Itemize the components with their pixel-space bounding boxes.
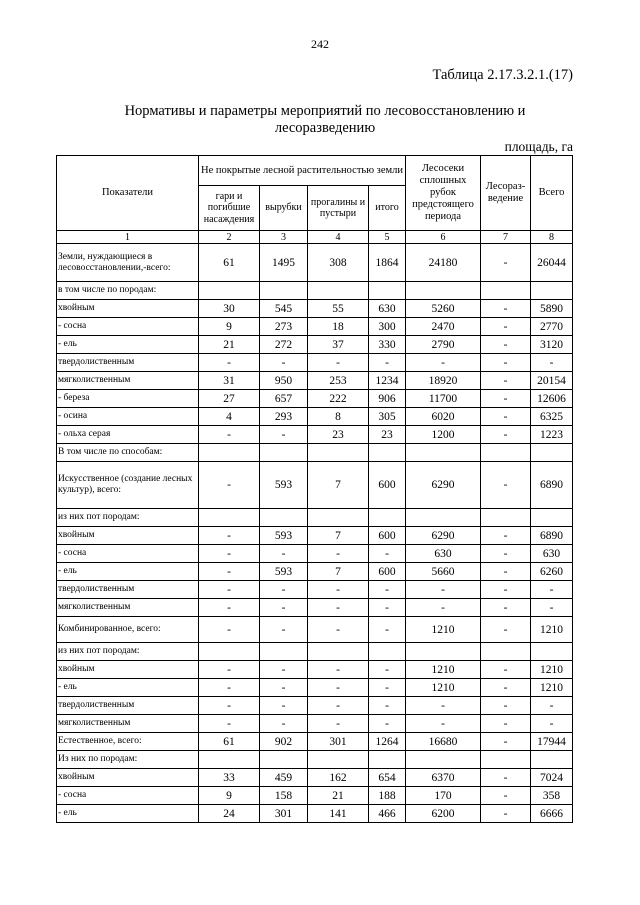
table-row [57, 372, 573, 390]
row-label: - сосна [57, 318, 199, 336]
value-cell: 141 [308, 805, 369, 823]
value-cell: 466 [369, 805, 406, 823]
value-cell: 630 [531, 545, 573, 563]
value-cell: 6325 [531, 408, 573, 426]
value-cell: 600 [369, 527, 406, 545]
table-id: Таблица 2.17.3.2.1.(17) [432, 67, 573, 83]
value-cell: 6290 [406, 527, 481, 545]
value-cell: 902 [260, 733, 308, 751]
value-cell: - [406, 599, 481, 617]
value-cell: 6290 [406, 462, 481, 509]
value-cell: - [308, 599, 369, 617]
row-label: из них пот породам: [57, 509, 199, 527]
table-row [57, 300, 573, 318]
value-cell [406, 444, 481, 462]
header-not-covered-group: Не покрытые лесной растительностью земли [199, 156, 406, 186]
value-cell: 6890 [531, 527, 573, 545]
value-cell: - [531, 354, 573, 372]
column-number-row [57, 231, 573, 244]
value-cell: - [369, 661, 406, 679]
value-cell: - [481, 697, 531, 715]
table-row [57, 244, 573, 282]
value-cell: - [531, 599, 573, 617]
value-cell: 21 [199, 336, 260, 354]
value-cell: 2790 [406, 336, 481, 354]
value-cell: - [369, 545, 406, 563]
value-cell: - [406, 697, 481, 715]
value-cell: 1223 [531, 426, 573, 444]
value-cell: - [369, 599, 406, 617]
row-label: мягколиственным [57, 372, 199, 390]
value-cell: - [308, 545, 369, 563]
value-cell: 26044 [531, 244, 573, 282]
value-cell [260, 509, 308, 527]
value-cell: - [369, 697, 406, 715]
row-label: - ель [57, 805, 199, 823]
value-cell: - [308, 697, 369, 715]
table-row [57, 318, 573, 336]
table-row [57, 563, 573, 581]
header-glades: прогалины и пустыри [308, 186, 369, 231]
value-cell: 906 [369, 390, 406, 408]
value-cell [406, 509, 481, 527]
value-cell: 37 [308, 336, 369, 354]
value-cell: 31 [199, 372, 260, 390]
value-cell [308, 509, 369, 527]
value-cell [369, 751, 406, 769]
value-cell: 7 [308, 563, 369, 581]
value-cell: 23 [369, 426, 406, 444]
header-subtotal: итого [369, 186, 406, 231]
value-cell: 301 [308, 733, 369, 751]
value-cell: 23 [308, 426, 369, 444]
value-cell: 545 [260, 300, 308, 318]
value-cell: 253 [308, 372, 369, 390]
header-total: Всего [531, 156, 573, 231]
header-afforestation: Лесораз-ведение [481, 156, 531, 231]
value-cell: - [199, 563, 260, 581]
row-label: хвойным [57, 661, 199, 679]
header-cutting-areas: Лесосеки сплошных рубок предстоящего периода [406, 156, 481, 231]
table-row [57, 354, 573, 372]
value-cell: 1210 [531, 617, 573, 643]
value-cell: 305 [369, 408, 406, 426]
value-cell: - [481, 581, 531, 599]
value-cell: - [199, 715, 260, 733]
table-row [57, 527, 573, 545]
value-cell [199, 282, 260, 300]
value-cell: - [406, 715, 481, 733]
value-cell: 33 [199, 769, 260, 787]
value-cell: 1234 [369, 372, 406, 390]
column-number-cell: 4 [308, 231, 369, 244]
row-label: В том числе по способам: [57, 444, 199, 462]
value-cell: 30 [199, 300, 260, 318]
value-cell [369, 509, 406, 527]
value-cell: - [481, 715, 531, 733]
value-cell [199, 444, 260, 462]
value-cell [481, 509, 531, 527]
value-cell: - [481, 408, 531, 426]
value-cell: 61 [199, 733, 260, 751]
row-label: твердолиственным [57, 581, 199, 599]
value-cell: - [481, 545, 531, 563]
table-row [57, 787, 573, 805]
value-cell: - [481, 372, 531, 390]
row-label: хвойным [57, 527, 199, 545]
value-cell: - [199, 679, 260, 697]
data-table [56, 155, 573, 823]
value-cell: 593 [260, 563, 308, 581]
value-cell: 657 [260, 390, 308, 408]
value-cell: 2470 [406, 318, 481, 336]
value-cell: - [260, 426, 308, 444]
value-cell [369, 643, 406, 661]
value-cell: - [481, 769, 531, 787]
value-cell: 1200 [406, 426, 481, 444]
value-cell [531, 643, 573, 661]
table-row [57, 617, 573, 643]
row-label: Земли, нуждающиеся в лесовосстановлении,-всего: [57, 244, 199, 282]
row-label: хвойным [57, 300, 199, 318]
value-cell: 12606 [531, 390, 573, 408]
value-cell: - [481, 244, 531, 282]
row-label: - ольха серая [57, 426, 199, 444]
row-label: хвойным [57, 769, 199, 787]
value-cell: - [260, 661, 308, 679]
value-cell: 7 [308, 462, 369, 509]
value-cell [531, 282, 573, 300]
value-cell: - [260, 354, 308, 372]
unit-label: площадь, га [504, 139, 573, 154]
row-label: Естественное, всего: [57, 733, 199, 751]
value-cell: 18920 [406, 372, 481, 390]
table-row [57, 444, 573, 462]
value-cell [199, 509, 260, 527]
value-cell: 188 [369, 787, 406, 805]
table-row [57, 426, 573, 444]
value-cell: 7 [308, 527, 369, 545]
value-cell: 630 [406, 545, 481, 563]
value-cell: 950 [260, 372, 308, 390]
value-cell: - [199, 697, 260, 715]
value-cell: 170 [406, 787, 481, 805]
value-cell: 308 [308, 244, 369, 282]
table-row [57, 661, 573, 679]
value-cell: - [481, 318, 531, 336]
table-row [57, 509, 573, 527]
value-cell: - [481, 599, 531, 617]
row-label: - береза [57, 390, 199, 408]
table-row [57, 282, 573, 300]
value-cell: - [481, 426, 531, 444]
value-cell: - [260, 715, 308, 733]
value-cell: - [481, 679, 531, 697]
value-cell [308, 444, 369, 462]
value-cell [531, 751, 573, 769]
value-cell: - [308, 679, 369, 697]
value-cell: 27 [199, 390, 260, 408]
value-cell: 300 [369, 318, 406, 336]
value-cell: - [481, 354, 531, 372]
column-number-cell: 1 [57, 231, 199, 244]
value-cell [260, 282, 308, 300]
column-number-cell: 6 [406, 231, 481, 244]
value-cell: - [199, 354, 260, 372]
value-cell [260, 444, 308, 462]
value-cell: - [308, 715, 369, 733]
value-cell: - [260, 679, 308, 697]
row-label: в том числе по породам: [57, 282, 199, 300]
column-number-cell: 5 [369, 231, 406, 244]
value-cell: - [199, 426, 260, 444]
value-cell: - [481, 787, 531, 805]
row-label: твердолиственным [57, 354, 199, 372]
row-label: твердолиственным [57, 697, 199, 715]
value-cell: 1210 [531, 679, 573, 697]
value-cell: 16680 [406, 733, 481, 751]
value-cell: - [199, 581, 260, 599]
value-cell: - [308, 661, 369, 679]
row-label: - ель [57, 563, 199, 581]
value-cell: 222 [308, 390, 369, 408]
page-number: 242 [311, 37, 329, 51]
value-cell: - [406, 354, 481, 372]
value-cell: - [481, 661, 531, 679]
table-row [57, 697, 573, 715]
value-cell: - [481, 805, 531, 823]
table-row [57, 805, 573, 823]
value-cell: - [531, 697, 573, 715]
value-cell: - [531, 715, 573, 733]
value-cell: 330 [369, 336, 406, 354]
value-cell: 6200 [406, 805, 481, 823]
column-number-cell: 8 [531, 231, 573, 244]
value-cell: 3120 [531, 336, 573, 354]
value-cell: - [260, 545, 308, 563]
value-cell [531, 509, 573, 527]
value-cell [199, 643, 260, 661]
value-cell: 6260 [531, 563, 573, 581]
value-cell [308, 751, 369, 769]
value-cell [369, 282, 406, 300]
value-cell: - [369, 354, 406, 372]
header-indicators: Показатели [57, 156, 199, 231]
value-cell: - [199, 545, 260, 563]
value-cell: - [481, 527, 531, 545]
value-cell: 5890 [531, 300, 573, 318]
value-cell: - [199, 617, 260, 643]
table-row [57, 679, 573, 697]
value-cell: 24180 [406, 244, 481, 282]
table-row [57, 581, 573, 599]
value-cell [199, 751, 260, 769]
value-cell: 61 [199, 244, 260, 282]
value-cell: - [481, 300, 531, 318]
row-label: - осина [57, 408, 199, 426]
value-cell [260, 643, 308, 661]
row-label: - сосна [57, 545, 199, 563]
table-row [57, 390, 573, 408]
value-cell: - [369, 715, 406, 733]
value-cell: - [531, 581, 573, 599]
header-burnt: гари и погибшие насаждения [199, 186, 260, 231]
value-cell: - [308, 581, 369, 599]
table-row [57, 733, 573, 751]
row-label: - сосна [57, 787, 199, 805]
header-clearings: вырубки [260, 186, 308, 231]
value-cell: 11700 [406, 390, 481, 408]
value-cell [481, 282, 531, 300]
value-cell: - [308, 617, 369, 643]
row-label: из них пот породам: [57, 643, 199, 661]
value-cell: 18 [308, 318, 369, 336]
value-cell: 600 [369, 462, 406, 509]
value-cell: 17944 [531, 733, 573, 751]
value-cell: 158 [260, 787, 308, 805]
value-cell: - [406, 581, 481, 599]
value-cell [481, 444, 531, 462]
value-cell: - [369, 581, 406, 599]
value-cell: 1210 [406, 617, 481, 643]
value-cell: 293 [260, 408, 308, 426]
value-cell: - [260, 599, 308, 617]
value-cell: 9 [199, 787, 260, 805]
value-cell: - [481, 390, 531, 408]
value-cell: 1495 [260, 244, 308, 282]
value-cell [406, 643, 481, 661]
value-cell: 1264 [369, 733, 406, 751]
value-cell: - [481, 336, 531, 354]
value-cell: 273 [260, 318, 308, 336]
value-cell: 9 [199, 318, 260, 336]
row-label: Искусственное (создание лесных культур), всего: [57, 462, 199, 509]
value-cell: - [481, 617, 531, 643]
value-cell: - [199, 527, 260, 545]
table-row [57, 643, 573, 661]
row-label: Комбинированное, всего: [57, 617, 199, 643]
value-cell: - [369, 679, 406, 697]
row-label: мягколиственным [57, 599, 199, 617]
value-cell: 654 [369, 769, 406, 787]
value-cell: 6370 [406, 769, 481, 787]
table-row [57, 462, 573, 509]
value-cell: 24 [199, 805, 260, 823]
value-cell: 593 [260, 462, 308, 509]
column-number-cell: 2 [199, 231, 260, 244]
value-cell: 6020 [406, 408, 481, 426]
value-cell [260, 751, 308, 769]
row-label: - ель [57, 336, 199, 354]
value-cell: 4 [199, 408, 260, 426]
value-cell: 301 [260, 805, 308, 823]
value-cell: 6666 [531, 805, 573, 823]
value-cell: 1210 [406, 661, 481, 679]
value-cell [481, 751, 531, 769]
value-cell [308, 282, 369, 300]
value-cell: - [260, 581, 308, 599]
value-cell: 6890 [531, 462, 573, 509]
value-cell: 5660 [406, 563, 481, 581]
value-cell: - [260, 697, 308, 715]
value-cell: 2770 [531, 318, 573, 336]
value-cell: 162 [308, 769, 369, 787]
value-cell [406, 282, 481, 300]
value-cell: 630 [369, 300, 406, 318]
table-row [57, 408, 573, 426]
table-row [57, 769, 573, 787]
table-row [57, 545, 573, 563]
row-label: - ель [57, 679, 199, 697]
value-cell [308, 643, 369, 661]
value-cell: - [199, 661, 260, 679]
column-number-cell: 3 [260, 231, 308, 244]
table-title: Нормативы и параметры мероприятий по лесовосстановлению и лесоразведению [124, 103, 526, 136]
value-cell: 8 [308, 408, 369, 426]
value-cell [481, 643, 531, 661]
value-cell: - [199, 599, 260, 617]
value-cell: - [260, 617, 308, 643]
table-row [57, 715, 573, 733]
value-cell: 5260 [406, 300, 481, 318]
value-cell: - [369, 617, 406, 643]
column-number-cell: 7 [481, 231, 531, 244]
value-cell: 1864 [369, 244, 406, 282]
value-cell: 21 [308, 787, 369, 805]
table-row [57, 336, 573, 354]
value-cell: - [481, 563, 531, 581]
row-label: мягколиственным [57, 715, 199, 733]
value-cell: - [308, 354, 369, 372]
value-cell: 272 [260, 336, 308, 354]
value-cell: 20154 [531, 372, 573, 390]
row-label: Из них по породам: [57, 751, 199, 769]
value-cell: - [481, 462, 531, 509]
value-cell: 55 [308, 300, 369, 318]
value-cell: - [481, 733, 531, 751]
table-row [57, 751, 573, 769]
value-cell: 459 [260, 769, 308, 787]
value-cell: 600 [369, 563, 406, 581]
value-cell: 1210 [406, 679, 481, 697]
value-cell [531, 444, 573, 462]
value-cell: - [199, 462, 260, 509]
value-cell: 7024 [531, 769, 573, 787]
table-row [57, 599, 573, 617]
value-cell: 1210 [531, 661, 573, 679]
value-cell [406, 751, 481, 769]
value-cell: 358 [531, 787, 573, 805]
value-cell [369, 444, 406, 462]
value-cell: 593 [260, 527, 308, 545]
